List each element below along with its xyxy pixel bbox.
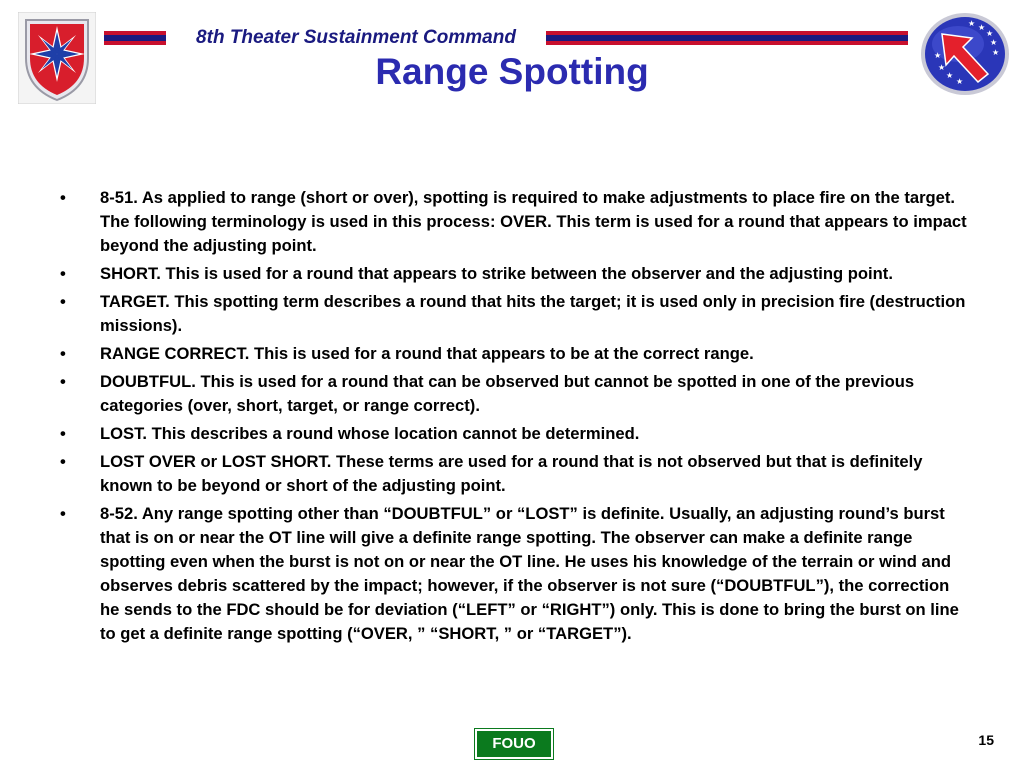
svg-text:★: ★ — [946, 71, 954, 80]
bullet-text: SHORT. This is used for a round that appears to strike between the observer and the adjusting point. — [100, 264, 893, 283]
svg-text:★: ★ — [938, 63, 946, 72]
svg-text:★: ★ — [990, 38, 998, 47]
page-number: 15 — [978, 732, 994, 748]
bullet-item — [60, 422, 972, 446]
header-stripe-left — [104, 31, 166, 45]
bullet-text: TARGET. This spotting term describes a round that hits the target; it is used only in precision fire (destruction missions). — [100, 292, 966, 335]
bullet-text: LOST. This describes a round whose location cannot be determined. — [100, 424, 640, 443]
bullet-marker: • — [60, 264, 66, 283]
bullet-marker: • — [60, 504, 66, 523]
bullet-item — [60, 370, 972, 418]
bullet-text: DOUBTFUL. This is used for a round that can be observed but cannot be spotted in one of the previous categories (over, short, target, or range correct). — [100, 372, 915, 415]
bullet-marker: • — [60, 424, 66, 443]
bullet-marker: • — [60, 188, 66, 207]
bullet-item — [60, 450, 972, 498]
bullet-text: 8-51. As applied to range (short or over), spotting is required to make adjustments to place fire on the target. The following terminology is used in this process: OVER. This term is used for a round that appears to impact beyond the adjusting point. — [100, 188, 967, 255]
svg-text:★: ★ — [992, 48, 1000, 57]
bullet-item — [60, 186, 972, 258]
bullet-item — [60, 290, 972, 338]
header-stripe-right — [546, 31, 908, 45]
bullet-text: RANGE CORRECT. This is used for a round that appears to be at the correct range. — [100, 344, 754, 363]
bullet-text: 8-52. Any range spotting other than “DOUBTFUL” or “LOST” is definite. Usually, an adjusting round’s burst that is on or near the OT line will give a definite range spotting. The observer can make a definite range spotting even when the burst is not on or near the OT line. He uses his knowledge of the terrain or wind and observes debris scattered by the impact; however, if the observer is not sure (“DOUBTFUL”), the correction he sends to the FDC should be for deviation (“LEFT” or “RIGHT”) only. This is done to bring the burst on line to get a definite range spotting (“OVER, ” “SHORT, ” or “TARGET”). — [100, 504, 959, 643]
bullet-marker: • — [60, 372, 66, 391]
svg-text:★: ★ — [968, 19, 976, 28]
bullet-marker: • — [60, 292, 66, 311]
bullet-item — [60, 502, 972, 646]
bullet-item — [60, 262, 972, 286]
svg-text:★: ★ — [934, 51, 942, 60]
svg-text:★: ★ — [956, 77, 964, 86]
arrow-globe-icon — [918, 10, 1012, 98]
bullet-list — [60, 186, 972, 650]
bullet-marker: • — [60, 452, 66, 471]
bullet-text: LOST OVER or LOST SHORT. These terms are used for a round that is not observed but that is definitely known to be beyond or short of the adjusting point. — [100, 452, 923, 495]
shield-star-icon — [18, 12, 96, 104]
bullet-item — [60, 342, 972, 366]
command-name: 8th Theater Sustainment Command — [196, 27, 516, 48]
bullet-marker: • — [60, 344, 66, 363]
slide-title: Range Spotting — [375, 51, 649, 92]
classification-badge: FOUO — [475, 729, 553, 759]
svg-text:★: ★ — [986, 29, 994, 38]
svg-text:★: ★ — [978, 23, 986, 32]
